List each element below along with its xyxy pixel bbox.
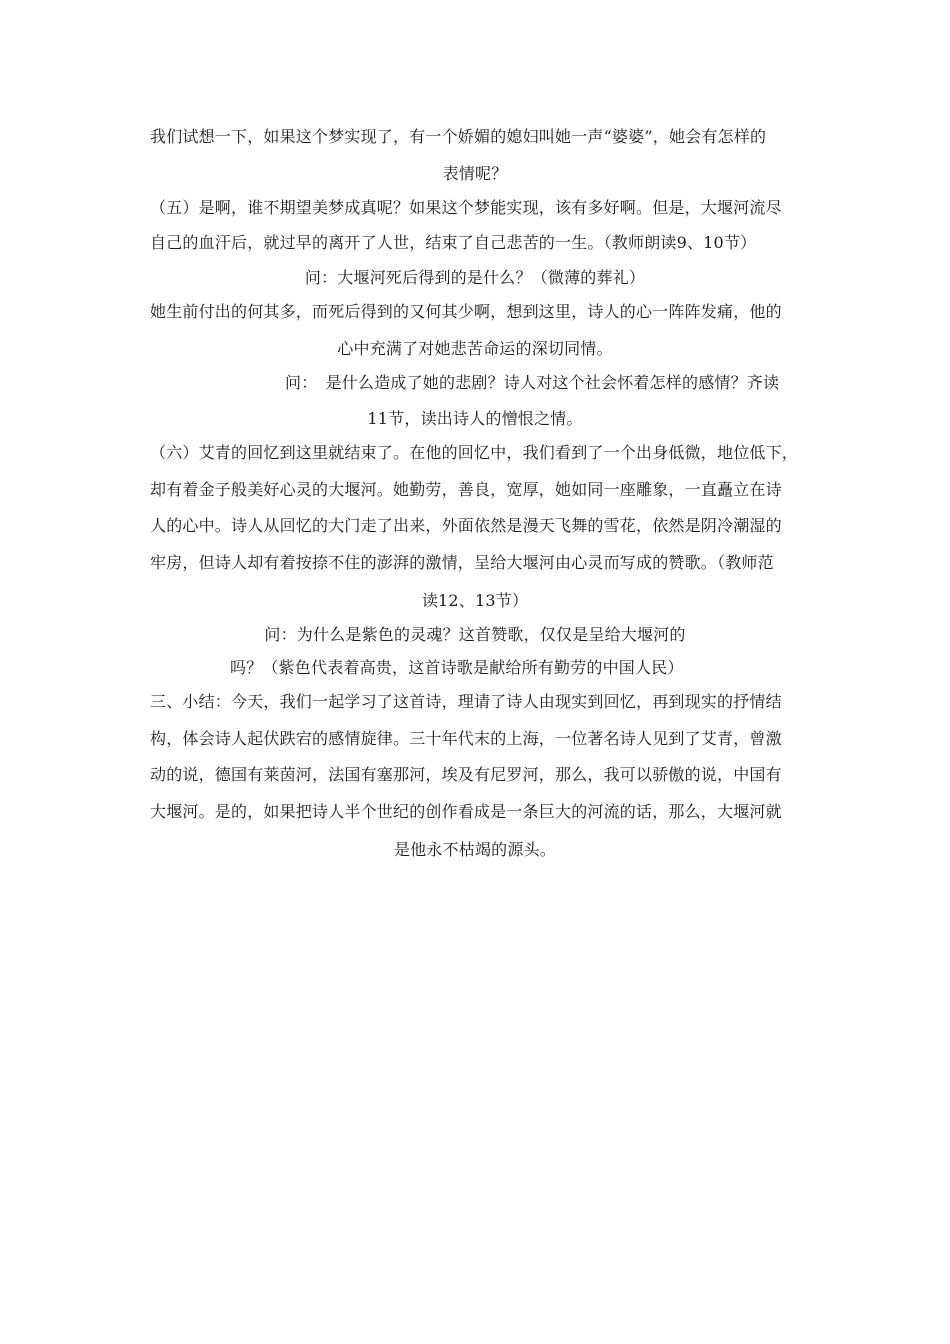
paragraph-line: 表情呢？ [442, 164, 508, 183]
paragraph-line: 是他永不枯竭的源头。 [393, 840, 556, 859]
paragraph-line: （五）是啊，谁不期望美梦成真呢？如果这个梦能实现，该有多好啊。但是，大堰河流尽 [150, 198, 782, 217]
paragraph-line: 动的说，德国有莱茵河，法国有塞那河，埃及有尼罗河，那么，我可以骄傲的说，中国有 [150, 765, 782, 784]
paragraph-line: 牢房，但诗人却有着按捺不住的澎湃的激情，呈给大堰河由心灵而写成的赞歌。（教师范 [150, 553, 774, 572]
paragraph-line: 她生前付出的何其多，而死后得到的又何其少啊，想到这里，诗人的心一阵阵发痛，他的 [150, 302, 782, 321]
paragraph-line: 我们试想一下，如果这个梦实现了，有一个娇媚的媳妇叫她一声“婆婆”，她会有怎样的 [150, 127, 767, 146]
question-line: 11节，读出诗人的憎恨之情。 [367, 409, 583, 428]
paragraph-line: 却有着金子般美好心灵的大堰河。她勤劳，善良，宽厚，她如同一座雕象，一直矗立在诗 [150, 480, 782, 499]
paragraph-line: （六）艾青的回忆到这里就结束了。在他的回忆中，我们看到了一个出身低微，地位低下， [150, 443, 799, 462]
paragraph-line: 构，体会诗人起伏跌宕的感情旋律。三十年代末的上海，一位著名诗人见到了艾青，曾激 [150, 729, 782, 748]
question-line: 吗？（紫色代表着高贵，这首诗歌是献给所有勤劳的中国人民） [230, 658, 684, 677]
question-line: 问：为什么是紫色的灵魂？这首赞歌，仅仅是呈给大堰河的 [264, 625, 686, 644]
question-line: 问：大堰河死后得到的是什么？（微薄的葬礼） [304, 268, 646, 287]
question-line: 问： 是什么造成了她的悲剧？诗人对这个社会怀着怎样的感情？齐读 [285, 373, 780, 392]
paragraph-line: 自己的血汗后，就过早的离开了人世，结束了自己悲苦的一生。（教师朗读9、10节） [150, 233, 757, 252]
paragraph-line: 心中充满了对她悲苦命运的深切同情。 [337, 339, 613, 358]
paragraph-line: 人的心中。诗人从回忆的大门走了出来，外面依然是漫天飞舞的雪花，依然是阴冷潮湿的 [150, 516, 782, 535]
paragraph-line: 读12、13节） [421, 591, 529, 610]
paragraph-line: 三、小结：今天，我们一起学习了这首诗，理请了诗人由现实到回忆，再到现实的抒情结 [150, 692, 782, 711]
paragraph-line: 大堰河。是的，如果把诗人半个世纪的创作看成是一条巨大的河流的话，那么，大堰河就 [150, 802, 782, 821]
